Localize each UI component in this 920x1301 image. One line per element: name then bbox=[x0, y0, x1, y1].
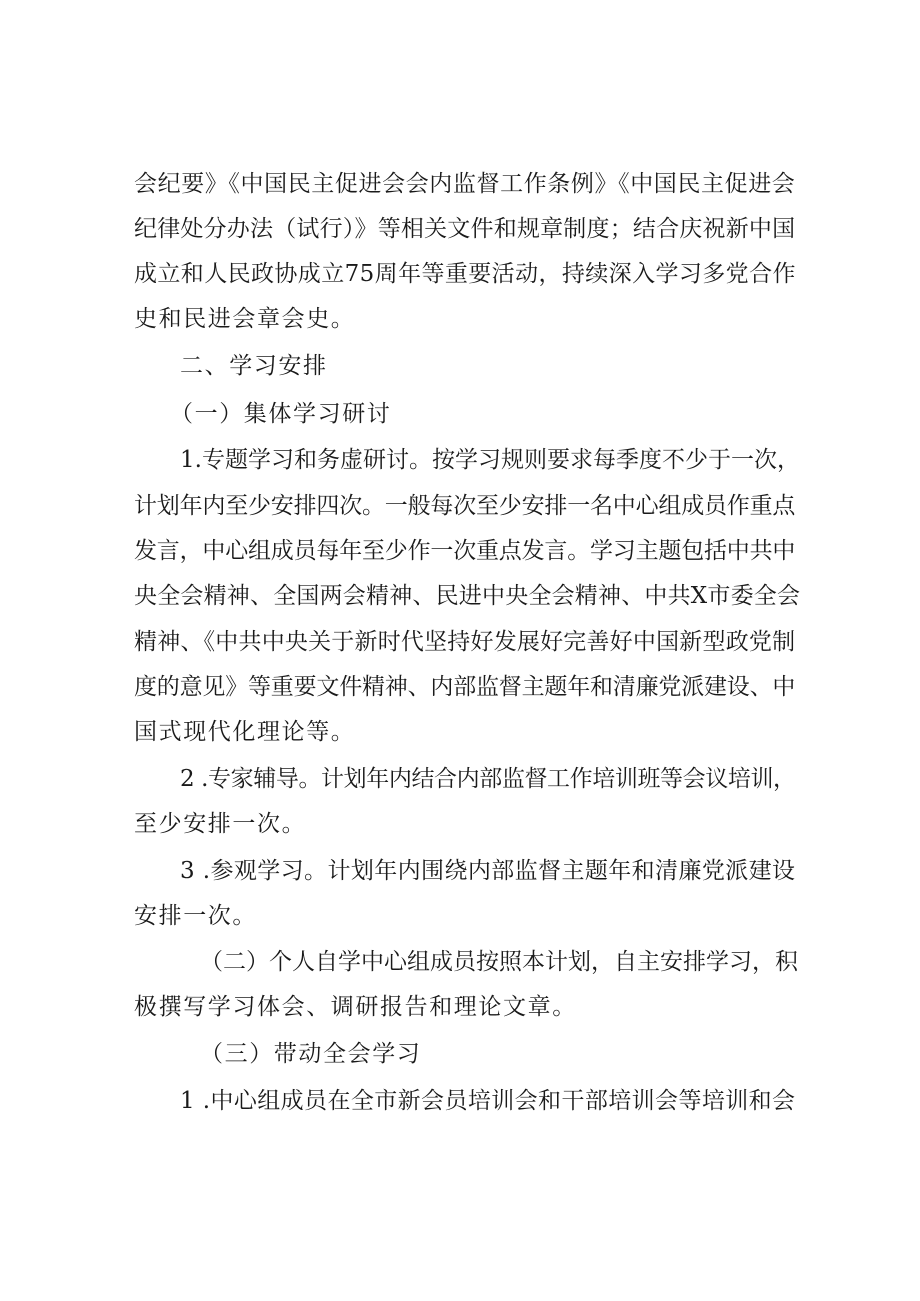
body-text-line: 成立和人民政协成立75周年等重要活动，持续深入学习多党合作 bbox=[134, 261, 796, 287]
body-text-line: 2 .专家辅导。计划年内结合内部监督工作培训班等会议培训， bbox=[180, 766, 796, 792]
body-text-line: 安排一次。 bbox=[134, 903, 257, 929]
body-text-line: 极撰写学习体会、调研报告和理论文章。 bbox=[134, 994, 577, 1020]
body-text-line: 1.专题学习和务虚研讨。按学习规则要求每季度不少于一次， bbox=[180, 447, 800, 473]
body-text-line: 3 .参观学习。计划年内围绕内部监督主题年和清廉党派建设 bbox=[180, 858, 796, 884]
body-text-line: 纪律处分办法（试行）》等相关文件和规章制度；结合庆祝新中国 bbox=[134, 216, 796, 242]
body-text-line: 度的意见》等重要文件精神、内部监督主题年和清廉党派建设、中 bbox=[134, 674, 796, 700]
subsection-heading: （一）集体学习研讨 bbox=[170, 401, 392, 427]
body-text-line: 会纪要》《中国民主促进会会内监督工作条例》《中国民主促进会 bbox=[134, 171, 796, 197]
body-text-line: 计划年内至少安排四次。一般每次至少安排一名中心组成员作重点 bbox=[134, 493, 796, 519]
body-text-line: 发言，中心组成员每年至少作一次重点发言。学习主题包括中共中 bbox=[134, 538, 796, 564]
subsection-heading: （三）带动全会学习 bbox=[200, 1041, 422, 1067]
body-text-line: 国式现代化理论等。 bbox=[134, 719, 356, 745]
body-text-line: 至少安排一次。 bbox=[134, 811, 307, 837]
body-text-line: 1 .中心组成员在全市新会员培训会和干部培训会等培训和会 bbox=[180, 1088, 796, 1114]
body-text-line: 史和民进会章会史。 bbox=[134, 306, 356, 332]
body-text-line: 央全会精神、全国两会精神、民进中央全会精神、中共X市委全会 bbox=[134, 583, 801, 609]
body-text-line: （二）个人自学中心组成员按照本计划，自主安排学习，积 bbox=[200, 949, 798, 975]
section-heading: 二、学习安排 bbox=[180, 353, 328, 379]
body-text-line: 精神、《中共中央关于新时代坚持好发展好完善好中国新型政党制 bbox=[134, 629, 796, 655]
